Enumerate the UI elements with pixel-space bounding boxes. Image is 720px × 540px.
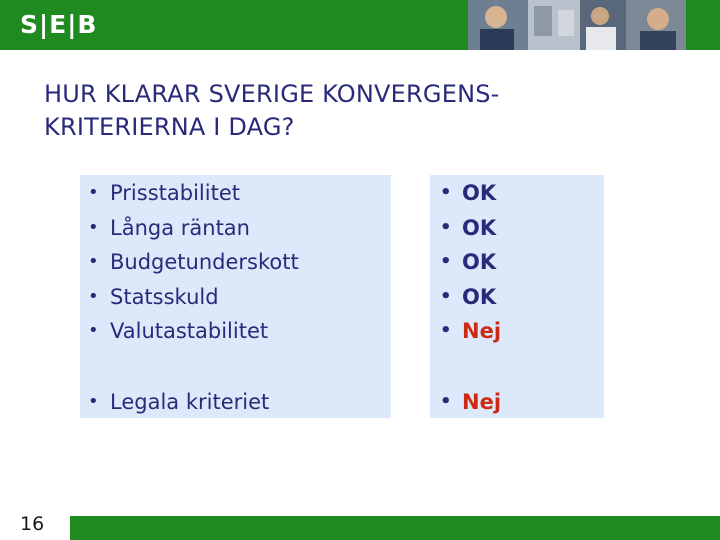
criterion-item: • Valutastabilitet [80, 314, 299, 349]
slide-title-line-2: KRITERIERNA I DAG? [44, 113, 295, 141]
footer-bar [0, 516, 720, 540]
status-item-negative: • Nej [432, 314, 501, 349]
legal-status-list [432, 385, 501, 420]
slide-title-line-1: HUR KLARAR SVERIGE KONVERGENS- [44, 80, 500, 108]
criterion-item: • Budgetunderskott [80, 245, 299, 280]
criteria-list [80, 176, 299, 349]
slide-title [44, 78, 664, 144]
criterion-item: • Långa räntan [80, 211, 299, 246]
status-item: • OK [432, 280, 501, 315]
status-item: • OK [432, 211, 501, 246]
photo-collage-image [468, 0, 686, 50]
legal-criterion-item: • Legala kriteriet [80, 385, 269, 420]
criterion-item: • Statsskuld [80, 280, 299, 315]
seb-logo: S|E|B [20, 10, 98, 39]
page-number: 16 [20, 513, 45, 535]
legal-status-item: • Nej [432, 385, 501, 420]
status-item: • OK [432, 176, 501, 211]
status-list [432, 176, 501, 349]
header-photo-collage [468, 0, 686, 50]
status-item: • OK [432, 245, 501, 280]
legal-criterion-list [80, 385, 269, 420]
criterion-item: • Prisstabilitet [80, 176, 299, 211]
